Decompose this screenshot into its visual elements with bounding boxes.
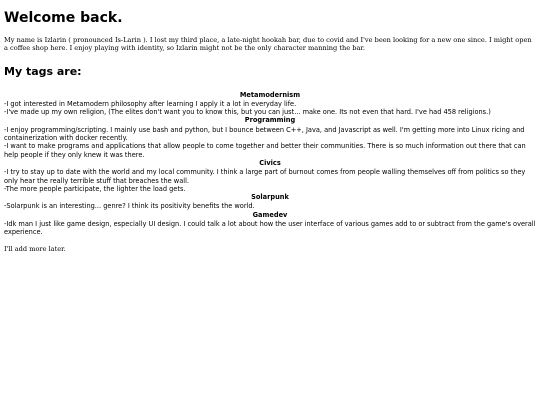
closing-note: I'll add more later. bbox=[4, 244, 66, 253]
page-title: Welcome back. bbox=[4, 10, 123, 26]
tag-section-civics bbox=[4, 159, 536, 193]
intro-paragraph: My name is Izlarin ( pronounced Is-Larin ). I lost my third place, a late-night hookah bar, due to covid and I've been looking for a new one since. I might open a coffee shop here. I enjoy playing with identity, so Izlarin might not be the only character manning the bar. bbox=[4, 36, 532, 53]
tag-title: Metamodernism bbox=[239, 90, 301, 99]
tag-title: Solarpunk bbox=[251, 193, 289, 202]
tag-line: -I enjoy programming/scripting. I mainly use bash and python, but I bounce between C++, Java, and Javascript as well. I'm getting more into Linux ricing and containerization with docker recently. bbox=[4, 125, 525, 143]
tag-title: Civics bbox=[259, 158, 281, 167]
tag-line: -Idk man I just like game design, especially UI design. I could talk a lot about how the user interface of various games add to or subtract from the game's overall experience. bbox=[4, 220, 536, 237]
tag-line: -The more people participate, the lighter the load gets. bbox=[4, 184, 186, 193]
tag-line: -Solarpunk is an interesting... genre? I think its positivity benefits the world. bbox=[4, 202, 255, 211]
tag-section-metamodernism bbox=[4, 91, 536, 117]
tag-line: -I got interested in Metamodern philosophy after learning I apply it a lot in everyday life. bbox=[4, 99, 297, 108]
tag-title: Programming bbox=[244, 116, 296, 125]
tags-heading: My tags are: bbox=[4, 64, 82, 78]
tag-line: -I've made up my own religion, (The elites don't want you to know this, but you can just... make one. Its not even that hard. I've had 458 religions.) bbox=[4, 108, 491, 117]
tag-title: Gamedev bbox=[252, 210, 288, 219]
tag-section-programming bbox=[4, 116, 536, 158]
tag-section-solarpunk bbox=[4, 193, 536, 211]
tag-section-gamedev bbox=[4, 211, 536, 237]
tag-line: -I want to make programs and applications that allow people to come together and better their communities. There is so much information out there that can help people if they only knew it was there. bbox=[4, 142, 526, 159]
tag-line: -I try to stay up to date with the world and my local community. I think a large part of burnout comes from people walling themselves off from politics so they only hear the really terrible stuff that breaches the wall. bbox=[4, 168, 526, 185]
